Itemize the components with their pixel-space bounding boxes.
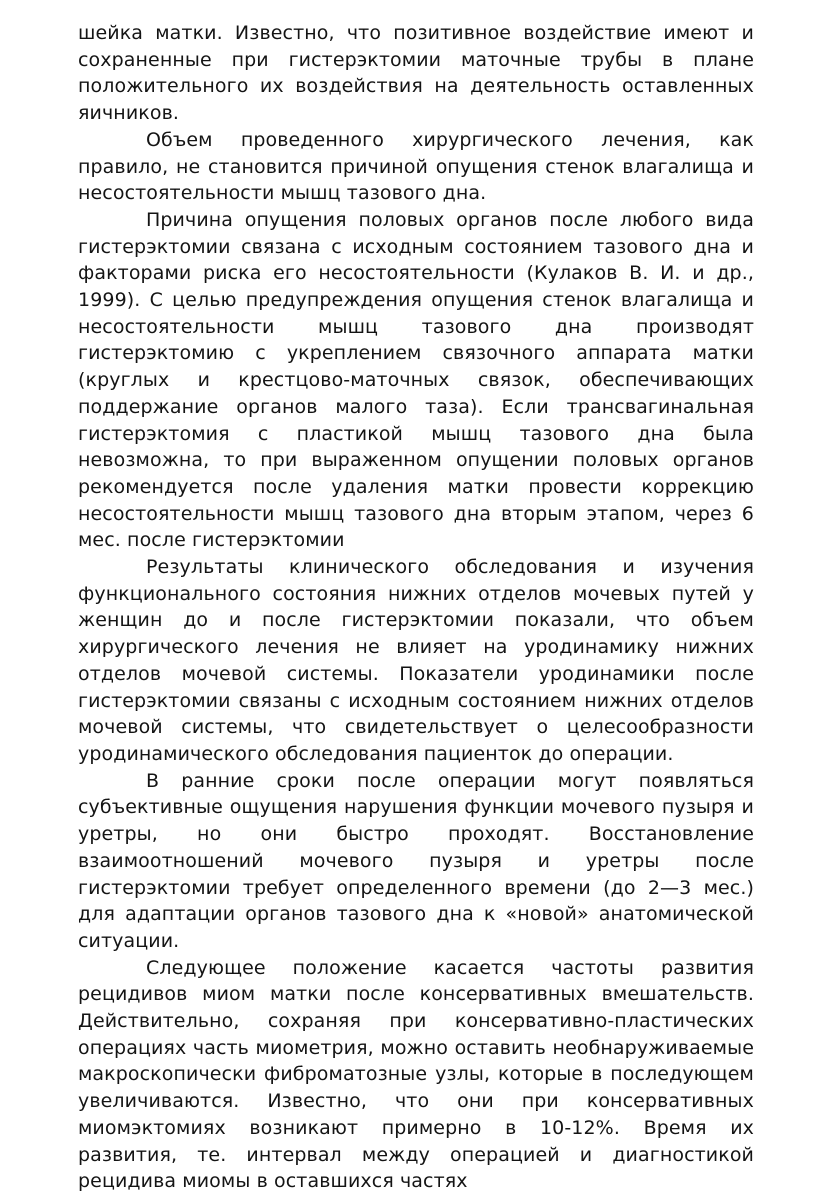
document-page — [78, 20, 754, 1195]
paragraph: Объем проведенного хирургического лечения, как правило, не становится причиной опущения стенок влагалища и несостоятельности мышц тазового дна. — [78, 128, 754, 205]
paragraph: Результаты клинического обследования и изучения функционального состояния нижних отделов мочевых путей у женщин до и после гистерэктомии показали, что объем хирургического лечения не влияет на уродинамику нижних отделов мочевой системы. Показатели уродинамики после гистерэктомии связаны с исходным состоянием нижних отделов мочевой системы, что свидетельствует о целесообразности уродинамического обследования пациенток до операции. — [78, 556, 754, 765]
paragraph: Следующее положение касается частоты развития рецидивов миом матки после консервативных вмешательств. Действительно, сохраняя при консервативно-пластических операциях часть миометрия, можно оставить необнаруживаемые макроскопически фиброматозные узлы, которые в последующем увеличиваются. Известно, что они при консервативных миомэктомиях возникают примерно в 10-12%. Время их развития, те. интервал между операцией и диагностикой рецидива миомы в оставшихся частях — [78, 956, 754, 1193]
paragraph: шейка матки. Известно, что позитивное воздействие имеют и сохраненные при гистерэктомии маточные трубы в плане положительного их воздействия на деятельность оставленных яичников. — [78, 22, 754, 125]
paragraph: Причина опущения половых органов после любого вида гистерэктомии связана с исходным состоянием тазового дна и факторами риска его несостоятельности (Кулаков В. И. и др., 1999). С целью предупреждения опущения стенок влагалища и несостоятельности мышц тазового дна производят гистерэктомию с укреплением связочного аппарата матки (круглых и крестцово-маточных связок, обеспечивающих поддержание органов малого таза). Если трансвагинальная гистерэктомия с пластикой мышц тазового дна была невозможна, то при выраженном опущении половых органов рекомендуется после удаления матки провести коррекцию несостоятельности мышц тазового дна вторым этапом, через 6 мес. после гистерэктомии — [78, 208, 754, 552]
paragraph: В ранние сроки после операции могут появляться субъективные ощущения нарушения функции мочевого пузыря и уретры, но они быстро проходят. Восстановление взаимоотношений мочевого пузыря и уретры после гистерэктомии требует определенного времени (до 2—3 мес.) для адаптации органов тазового дна к «новой» анатомической ситуации. — [78, 769, 754, 952]
